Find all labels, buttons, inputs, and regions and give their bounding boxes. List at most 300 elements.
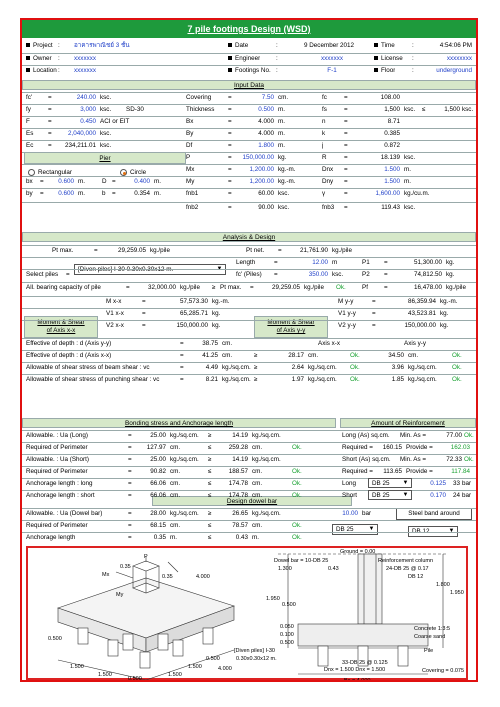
pier-b-label: b: [102, 190, 106, 197]
long-prov-value: 162.03: [450, 444, 470, 451]
perimeter-short-unit: cm.: [170, 468, 181, 475]
footing-drawing: Mx My P 0.35 0.35 4.000 4.000 1.500 1.500 1.500 1.500 0.500 0.500 0.500 Ground = 0.00 Dowel bar = 10-DB 25 0.43 Reinforcement column 24-DB 25 @ 0.17 DB 12 1.300 1.950 1.800 1.950 0.500 0.050 0.100 0.500 Concrete 1:3:5 Coarse sand Pile [Diven piles] I-30 0.30x0.30x12 m. 33-DB 25 @ 0.125 Dnx = 1.500 Dnx = 1.500 Covering = 0.075 Bx = 4.000 Allowable bearing capacity of pile = 32,000.00 kg./pile: [48, 549, 465, 688]
pile-dimension: 0.30x0.30x12 m.: [236, 656, 277, 662]
dropdown-arrow-icon: ▼: [448, 528, 455, 534]
my-value[interactable]: 1,200.00: [249, 178, 274, 185]
ua-long-check: 14.19: [232, 432, 248, 439]
data-row: [22, 164, 476, 175]
ptnet-label: Pt net.: [246, 247, 265, 254]
header-row-1: Project : อาคารพาณิชย์ 3 ชั้น Date : 9 December 2012 Time : 4:54:06 PM: [22, 41, 476, 52]
ua-long-unit: kg./sq.cm.: [170, 432, 199, 439]
n-label: n: [322, 118, 326, 125]
vc-punch-value: 8.21: [205, 376, 218, 383]
anchorage-dowel-check-unit: m.: [252, 534, 259, 541]
thickness-value[interactable]: 0.500: [258, 106, 274, 113]
vc-punch-y: 1.85: [391, 376, 404, 383]
date-value: 9 December 2012: [304, 42, 355, 49]
pf-label: Pf: [362, 284, 368, 291]
ua-dowel-label: Allowable. : Ua (Dowel bar): [26, 510, 103, 517]
pier-by-value[interactable]: 0.600: [58, 190, 74, 197]
bars-label: 33-DB 25 @ 0.125: [342, 660, 388, 666]
dropdown-arrow-icon: ▼: [402, 492, 409, 498]
length-label: Length: [236, 259, 256, 266]
equals-sign: =: [128, 444, 132, 451]
long-min-label: Min. As =: [400, 432, 427, 439]
short-spacing: 0.170: [430, 492, 446, 499]
equals-sign: =: [228, 190, 232, 197]
anchorage-long-check-unit: cm.: [252, 480, 263, 487]
k-label: k: [322, 130, 326, 137]
pier-bx-value[interactable]: 0.600: [58, 178, 74, 185]
ok-depth-y: Ok.: [452, 352, 462, 359]
short-as-label: Short (As) sq.cm.: [342, 456, 391, 463]
fs-limit-unit: ksc.: [462, 106, 474, 113]
anchorage-long-label: Anchorage length : long: [26, 480, 93, 487]
dim-0500s: 0.500: [282, 602, 296, 608]
pier-bx-label: bx: [26, 178, 33, 185]
fnb3-value: 119.43: [381, 204, 400, 211]
fnb1-label: fnb1: [186, 190, 199, 197]
v2x-value: 150,000.00: [176, 322, 208, 329]
ptnet-value: 21,761.90: [299, 247, 328, 254]
dim-1300: 1.300: [278, 566, 292, 572]
f-value[interactable]: 0.450: [80, 118, 96, 125]
data-row: [22, 269, 476, 280]
vc-beam-value: 4.49: [205, 364, 218, 371]
ua-short-check: 14.19: [232, 456, 248, 463]
select-piles-label: Select piles: [26, 271, 59, 278]
my-unit: kg.-m.: [278, 178, 296, 185]
ua-dowel-value: 28.00: [150, 510, 166, 517]
anchorage-short-unit: cm.: [170, 492, 181, 499]
short-bar-select[interactable]: [368, 490, 412, 500]
short-bar-unit: bar: [462, 492, 472, 499]
bullet-icon: [228, 43, 232, 47]
k-value: 0.385: [384, 130, 400, 137]
equals-sign: =: [274, 259, 278, 266]
perimeter-dowel-check-unit: cm.: [252, 522, 263, 529]
covering-label: Covering: [186, 94, 212, 101]
equals-sign: ≤: [208, 468, 212, 475]
anchorage-short-check-unit: cm.: [252, 492, 263, 499]
ok-long-min: Ok.: [464, 432, 474, 439]
bx-footing-value: 4.000: [258, 118, 274, 125]
pile-selection: [Diven piles] I-30: [234, 648, 275, 654]
equals-sign: =: [274, 271, 278, 278]
gamma-unit: kg./cu.m.: [404, 190, 430, 197]
dim-0500b: 0.500: [206, 656, 220, 662]
dropdown-arrow-icon: ▼: [402, 480, 409, 486]
license-value[interactable]: xxxxxxxx: [446, 55, 472, 62]
r-unit: ksc.: [404, 154, 416, 161]
data-row: [22, 257, 476, 268]
dim-035b: 0.35: [162, 574, 173, 580]
pf-unit: kg./pile: [446, 284, 466, 291]
depth-xx-check-unit: cm.: [308, 352, 319, 359]
long-min-value: 77.00: [446, 432, 462, 439]
data-row: [22, 430, 476, 441]
perimeter-dowel-value: 68.15: [150, 522, 166, 529]
length-value[interactable]: 12.00: [312, 259, 328, 266]
header-row-3: Location : xxxxxxx Footings No. : F-1 Floor : underground: [22, 65, 476, 76]
footings-value[interactable]: F-1: [327, 67, 337, 74]
equals-sign: =: [180, 364, 184, 371]
long-bar-select[interactable]: [368, 478, 412, 488]
equals-sign: =: [128, 432, 132, 439]
pier-by-label: by: [26, 190, 33, 197]
dnx-label: Dnx = 1.500 Dnx = 1.500: [324, 667, 386, 673]
dim-1800: 1.800: [436, 582, 450, 588]
section-view: [278, 554, 451, 674]
equals-sign: =: [250, 284, 254, 291]
fc-value[interactable]: 240.00: [76, 94, 96, 101]
dim-1950b: 1.950: [450, 590, 464, 596]
allowable-bearing-unit: kg./pile: [180, 284, 200, 291]
fs-limit[interactable]: 1,500: [444, 106, 460, 113]
perimeter-long-unit: cm.: [170, 444, 181, 451]
date-label: Date: [235, 42, 249, 49]
pier-header: Pier: [24, 152, 186, 164]
ground-label: Ground = 0.00: [340, 549, 376, 555]
steel-band-select[interactable]: DB 12 ▼: [408, 526, 458, 537]
j-value: 0.872: [384, 142, 400, 149]
pier-d-unit: m.: [154, 178, 161, 185]
gamma-label: γ: [322, 190, 326, 197]
equals-sign: =: [142, 298, 146, 305]
floor-label: Floor: [381, 67, 396, 74]
bullet-icon: [26, 56, 30, 60]
es-value[interactable]: 2,040,000: [67, 130, 96, 137]
equals-sign: =: [344, 166, 348, 173]
fc-piles-label: fc' (Piles): [236, 271, 262, 278]
bullet-icon: [374, 56, 378, 60]
df-unit: m.: [278, 142, 285, 149]
equals-sign: =: [48, 94, 52, 101]
fc-label: fc': [26, 94, 33, 101]
v2y-value: 150,000.00: [404, 322, 436, 329]
short-req-label: Required =: [342, 468, 373, 475]
ok-depth-x: Ok.: [350, 352, 360, 359]
pier-d-value[interactable]: 0.400: [134, 178, 150, 185]
equals-sign: =: [384, 259, 388, 266]
depth-xx-label: Effective of depth : d (Axis x-x): [26, 352, 112, 359]
dowel-label: Dowel bar = 10-DB 25: [274, 558, 329, 564]
gamma-value[interactable]: 1,600.00: [375, 190, 400, 197]
v2x-label: V2 x-x: [106, 322, 124, 329]
fy-label: fy: [26, 106, 31, 113]
equals-sign: =: [94, 247, 98, 254]
perimeter-long-check: 259.28: [228, 444, 248, 451]
depth-yy-check-unit: cm.: [408, 352, 419, 359]
perimeter-short-check: 188.57: [228, 468, 248, 475]
dim-4000b: 4.000: [218, 666, 232, 672]
data-row: [22, 520, 476, 531]
ok-anchorage-long: Ok.: [292, 480, 302, 487]
data-row: [22, 466, 476, 477]
perimeter-long-value: 127.97: [146, 444, 166, 451]
ua-short-check-unit: kg./sq.cm.: [252, 456, 281, 463]
j-label: j: [322, 142, 324, 149]
equals-sign: =: [228, 118, 232, 125]
db12-label: DB 12: [408, 574, 424, 580]
long-bar-unit: bar: [462, 480, 472, 487]
owner-value[interactable]: xxxxxxx: [74, 55, 97, 62]
anchorage-dowel-unit: m.: [170, 534, 177, 541]
vc-beam-label: Allowable of shear stress of beam shear : vc: [26, 364, 150, 371]
rectangular-label: Rectangular: [38, 169, 72, 176]
f-label: F: [26, 118, 30, 125]
dim-1500a: 1.500: [70, 664, 84, 670]
bullet-icon: [26, 68, 30, 72]
engineer-label: Engineer: [235, 55, 261, 62]
pier-by-unit: m.: [78, 190, 85, 197]
mxx-value: 57,573.30: [179, 298, 208, 305]
dim-mx: Mx: [102, 572, 110, 578]
moment-shear-y-header: Moment & Shear of Axis y-y: [254, 316, 328, 338]
circle-label: Circle: [130, 169, 147, 176]
engineer-value[interactable]: xxxxxxx: [320, 55, 344, 62]
ua-long-label: Allowable. : Ua (Long): [26, 432, 88, 439]
equals-sign: =: [344, 130, 348, 137]
vc-beam-y: 3.96: [391, 364, 404, 371]
section-analysis: Analysis & Design: [22, 232, 476, 242]
data-row: [22, 338, 476, 349]
design-sheet: [20, 18, 478, 688]
equals-sign: =: [228, 142, 232, 149]
p1-value: 51,300.00: [413, 259, 442, 266]
fnb2-label: fnb2: [186, 204, 199, 211]
equals-sign: ≤: [208, 492, 212, 499]
p-value[interactable]: 150,000.00: [242, 154, 274, 161]
equals-sign: =: [344, 154, 348, 161]
pier-b-unit: m.: [154, 190, 161, 197]
fs-label: fs: [322, 106, 327, 113]
short-req-value: 113.65: [383, 468, 402, 475]
data-row: [22, 508, 476, 519]
v1y-label: V1 y-y: [338, 310, 356, 317]
footing-drawing-panel: [26, 546, 468, 688]
ptmax2-value: 29,259.05: [271, 284, 300, 291]
moment-shear-x-header: Moment & Shear of Axis x-x: [24, 316, 98, 338]
ptnet-unit: kg./pile: [332, 247, 352, 254]
perimeter-dowel-label: Required of Perimeter: [26, 522, 88, 529]
ok-short-min: Ok.: [464, 456, 474, 463]
dnx-value[interactable]: 1.500: [384, 166, 400, 173]
data-row: [22, 350, 476, 361]
ua-dowel-check: 26.65: [232, 510, 248, 517]
perimeter-dowel-unit: cm.: [170, 522, 181, 529]
equals-sign: =: [228, 154, 232, 161]
equals-sign: =: [228, 204, 232, 211]
df-value[interactable]: 1.800: [258, 142, 274, 149]
depth-yy-label: Effective of depth : d (Axis y-y): [26, 340, 112, 347]
perimeter-long-label: Required of Perimeter: [26, 444, 88, 451]
anchorage-short-check: 174.78: [228, 492, 248, 499]
equals-sign: ≥: [208, 510, 212, 517]
perimeter-dowel-check: 78.57: [232, 522, 248, 529]
dim-0500a: 0.500: [128, 676, 142, 682]
equals-sign: ≥: [208, 432, 212, 439]
equals-sign: =: [40, 190, 44, 197]
data-row: [22, 188, 476, 199]
equals-sign: =: [48, 130, 52, 137]
data-row: [22, 245, 476, 256]
data-row: [22, 454, 476, 465]
equals-sign: =: [278, 247, 282, 254]
fnb2-value: 90.00: [258, 204, 274, 211]
fnb3-label: fnb3: [322, 204, 335, 211]
bullet-icon: [228, 68, 232, 72]
equals-sign: ≥: [212, 284, 216, 291]
perimeter-short-value: 90.82: [150, 468, 166, 475]
equals-sign: =: [228, 94, 232, 101]
time-label: Time: [381, 42, 395, 49]
footings-label: Footings No.: [235, 67, 271, 74]
dim-1500b: 1.500: [98, 672, 112, 678]
section-reinforcement: Amount of Reinforcement: [340, 418, 476, 428]
perimeter-short-check-unit: cm.: [252, 468, 263, 475]
project-value[interactable]: อาคารพาณิชย์ 3 ชั้น: [74, 42, 130, 49]
equals-sign: =: [48, 106, 52, 113]
bullet-icon: [26, 43, 30, 47]
long-count: 33: [452, 480, 460, 487]
vc-punch-x-unit: kg./sq.cm.: [308, 376, 337, 383]
equals-sign: =: [344, 118, 348, 125]
r-label: R: [322, 154, 327, 161]
f-code: ACI or EIT: [100, 118, 130, 125]
equals-sign: =: [112, 190, 116, 197]
dim-0050: 0.050: [280, 624, 294, 630]
mx-label: Mx: [186, 166, 195, 173]
p2-value: 74,812.50: [413, 271, 442, 278]
data-row: [22, 442, 476, 453]
anchorage-dowel-check: 0.43: [235, 534, 248, 541]
equals-sign: ≤: [422, 106, 426, 113]
fc-piles-value[interactable]: 350.00: [308, 271, 328, 278]
fs-value: 1,500: [384, 106, 400, 113]
ua-short-value: 25.00: [150, 456, 166, 463]
anchorage-long-unit: cm.: [170, 480, 181, 487]
fy-value[interactable]: 3,000: [80, 106, 96, 113]
fs-unit: ksc.: [404, 106, 416, 113]
fnb2-unit: ksc.: [278, 204, 290, 211]
equals-sign: =: [142, 322, 146, 329]
covering-label: Covering = 0.075: [422, 668, 465, 674]
dim-035a: 0.35: [120, 564, 131, 570]
p-label: P: [186, 154, 191, 161]
equals-sign: =: [372, 322, 376, 329]
mxx-label: M x-x: [106, 298, 122, 305]
depth-yy-check: 34.50: [388, 352, 404, 359]
data-row: [22, 92, 476, 103]
dim-p: P: [144, 554, 148, 560]
es-unit: ksc.: [100, 130, 112, 137]
fnb1-unit: ksc.: [278, 190, 290, 197]
equals-sign: =: [228, 106, 232, 113]
by-footing-label: By: [186, 130, 194, 137]
bullet-icon: [228, 56, 232, 60]
myy-label: M y-y: [338, 298, 354, 305]
v2y-label: V2 y-y: [338, 322, 356, 329]
n-value: 8.71: [387, 118, 400, 125]
mx-value[interactable]: 1,200.00: [249, 166, 274, 173]
dowel-bar-select[interactable]: DB 25 ▼: [332, 524, 378, 535]
depth-yy-value: 38.75: [202, 340, 218, 347]
concrete-label: Concrete 1:3:5: [414, 626, 451, 632]
equals-sign: =: [48, 118, 52, 125]
ok-anchorage-short: Ok.: [292, 492, 302, 499]
data-row: [22, 202, 476, 213]
equals-sign: =: [344, 204, 348, 211]
pile-label: Pile: [424, 648, 434, 654]
bx-footing-label: Bx: [186, 118, 194, 125]
ok-perimeter-short: Ok.: [292, 468, 302, 475]
covering-value[interactable]: 7.50: [261, 94, 274, 101]
equals-sign: =: [344, 142, 348, 149]
perimeter-long-check-unit: cm.: [252, 444, 263, 451]
ptmax-unit: kg./pile: [150, 247, 170, 254]
dowel-count-unit: bar: [362, 510, 372, 517]
anchorage-short-label: Anchorage length : short: [26, 492, 95, 499]
equals-sign: =: [228, 166, 232, 173]
bar-size-value: DB 25: [372, 492, 390, 499]
sheet-title: 7 pile footings Design (WSD): [22, 20, 476, 38]
data-row: [22, 296, 476, 307]
license-label: License: [381, 55, 403, 62]
steel-band-label: Steel band around: [396, 508, 472, 520]
by-footing-value: 4.000: [258, 130, 274, 137]
data-row: [22, 532, 476, 543]
allowable-bearing-value: 32,000.00: [147, 284, 176, 291]
pf-value: 16,478.00: [413, 284, 442, 291]
covering-unit: cm.: [278, 94, 289, 101]
equals-sign: =: [128, 456, 132, 463]
fc-unit: ksc.: [100, 94, 112, 101]
ok-vcp-x: Ok.: [350, 376, 360, 383]
v1x-label: V1 x-x: [106, 310, 124, 317]
short-min-label: Min. As =: [400, 456, 427, 463]
dny-value[interactable]: 1.500: [384, 178, 400, 185]
depth-yy-unit: cm.: [222, 340, 233, 347]
ua-dowel-unit: kg./sq.cm.: [170, 510, 199, 517]
sand-label: Coarse sand: [414, 634, 446, 640]
dowel-count[interactable]: 10.00: [342, 510, 358, 517]
fc-piles-unit: ksc.: [332, 271, 344, 278]
equals-sign: ≤: [208, 444, 212, 451]
anchorage-dowel-label: Anchorage length: [26, 534, 76, 541]
time-value: 4:54:06 PM: [439, 42, 472, 49]
dny-label: Dny: [322, 178, 334, 185]
es-label: Es: [26, 130, 34, 137]
ok-vcp-y: Ok.: [452, 376, 462, 383]
bar-size-value: DB 25: [372, 480, 390, 487]
v1x-value: 65,285.71: [179, 310, 208, 317]
bx-label: Bx = 4.000: [344, 678, 371, 684]
equals-sign: =: [372, 298, 376, 305]
equals-sign: ≥: [254, 364, 258, 371]
ua-dowel-check-unit: kg./sq.cm.: [252, 510, 281, 517]
dim-0100: 0.100: [280, 632, 294, 638]
equals-sign: =: [66, 271, 70, 278]
short-bar-label: Short: [342, 492, 358, 499]
floor-value[interactable]: underground: [436, 67, 472, 74]
equals-sign: =: [344, 190, 348, 197]
ua-long-value: 25.00: [150, 432, 166, 439]
ok-anchorage-dowel: Ok.: [292, 534, 302, 541]
short-count: 24: [452, 492, 460, 499]
location-value[interactable]: xxxxxxx: [74, 67, 97, 74]
equals-sign: =: [228, 178, 232, 185]
